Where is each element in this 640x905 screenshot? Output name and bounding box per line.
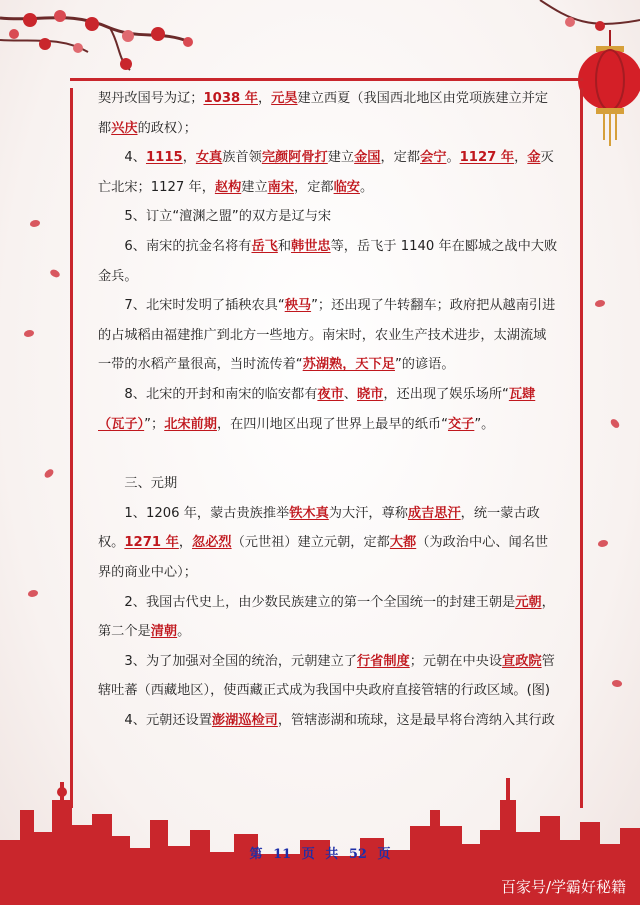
text-run: 灭亡北宋；1127 年， [98, 150, 554, 195]
text-run: ；元朝在中央设 [409, 653, 503, 669]
text-run: 管辖吐蕃（西藏地区），使西藏正式成为我国中央政府直接管辖的行政区域。(图) [98, 653, 555, 699]
text-run: ，定都 [380, 150, 421, 166]
text-run: ， [514, 150, 528, 166]
text-run: 4、 [124, 150, 146, 166]
key-term: 大都 [389, 535, 417, 551]
paragraph [98, 291, 558, 380]
key-term: 金国 [354, 150, 381, 166]
text-run: 建立西夏（我国西北地区由党项族建立并定都 [98, 91, 549, 136]
total-label: 共 [325, 847, 339, 862]
text-run: 5、订立“澶渊之盟”的双方是辽与宋 [124, 209, 332, 225]
text-run: 契丹改国号为辽； [98, 91, 204, 106]
page-label: 页 [301, 847, 315, 862]
text-run: ，第二个是 [98, 594, 555, 640]
key-term: 苏湖熟，天下足 [302, 357, 395, 373]
key-term: 1115 [145, 150, 183, 166]
section-gap [98, 439, 558, 469]
key-term: 宣政院 [502, 653, 542, 669]
text-run: 8、北宋的开封和南宋的临安都有 [124, 386, 318, 402]
text-run: ，管辖澎湖和琉球，这是最早将台湾纳入其行政 [277, 712, 555, 728]
key-term: 元昊 [271, 91, 298, 106]
page-label: 第 [249, 847, 263, 862]
key-term: 临安 [333, 179, 360, 195]
page-label: 页 [377, 847, 391, 862]
key-term: 北宋前期 [164, 416, 217, 432]
key-term: 夜市 [317, 386, 344, 402]
key-term: 金 [527, 150, 541, 166]
text-run: ”；还出现了牛转翻车；政府把从越南引进的占城稻由福建推广到北方一些地方。南宋时，农业生产技术进步，太湖流域一带的水稻产量很高，当时流传着“ [98, 298, 556, 373]
key-term: 完颜阿骨打 [261, 150, 328, 166]
key-term: 1038 年 [203, 91, 258, 106]
text-run: 建立 [327, 150, 355, 166]
paragraph [98, 143, 558, 202]
key-term: 1271 年 [124, 535, 179, 551]
frame-right-border [580, 88, 583, 808]
text-run: ”。 [474, 416, 495, 432]
paragraph [98, 588, 558, 647]
key-term: 行省制度 [356, 653, 410, 669]
text-run: 6、南宋的抗金名将有 [124, 238, 252, 254]
text-run: ，统一蒙古政权。 [98, 505, 540, 551]
paragraph [98, 647, 558, 706]
key-term: 秧马 [284, 298, 312, 314]
key-term: 南宋 [267, 179, 295, 195]
text-run: 1、1206 年，蒙古贵族推举 [124, 505, 290, 521]
total-pages: 52 [348, 847, 367, 862]
key-term: 瓦肆（瓦子） [98, 386, 536, 432]
text-run: 。 [177, 624, 191, 640]
text-run: 建立 [241, 179, 268, 195]
text-run: 族首领 [222, 150, 262, 166]
text-run: ， [182, 150, 196, 166]
text-run: ，还出现了娱乐场所“ [383, 386, 509, 402]
key-term: 岳飞 [251, 238, 278, 254]
text-run: 为大汗，尊称 [328, 505, 408, 521]
watermark: 百家号/学霸好秘籍 [500, 878, 626, 896]
text-run: 、 [343, 386, 357, 402]
key-term: 晓市 [356, 386, 384, 402]
text-run: 。 [359, 179, 374, 195]
key-term: 兴庆 [111, 120, 138, 136]
key-term: 铁木真 [289, 505, 329, 521]
current-page: 11 [273, 847, 292, 862]
text-run: ，在四川地区出现了世界上最早的纸币“ [216, 416, 448, 432]
text-run: ，定都 [294, 179, 334, 195]
text-run: 和 [277, 238, 292, 254]
key-term: 会宁 [420, 150, 447, 166]
text-run: ， [257, 91, 272, 106]
text-run: （元世祖）建立元朝，定都 [231, 535, 390, 551]
text-run: 3、为了加强对全国的统治，元朝建立了 [124, 653, 357, 669]
frame-top-border [70, 78, 583, 81]
text-run: 2、我国古代史上，由少数民族建立的第一个全国统一的封建王朝是 [124, 594, 516, 610]
paragraph [98, 84, 558, 143]
text-run: 三、元期 [124, 476, 178, 492]
text-run: 。 [446, 150, 460, 166]
paragraph [98, 232, 558, 291]
text-run: 的政权）； [137, 120, 197, 136]
paragraph [98, 469, 558, 499]
key-term: 韩世忠 [291, 238, 331, 254]
plum-blossom-branch-decoration [0, 0, 240, 90]
key-term: 忽必烈 [192, 535, 232, 551]
page-number [0, 843, 640, 862]
key-term: 1127 年 [459, 150, 515, 166]
key-term: 成吉思汗 [407, 505, 461, 521]
key-term: 清朝 [150, 624, 178, 640]
paragraph [98, 706, 558, 736]
text-run: 等，岳飞于 1140 年在郾城之战中大败金兵。 [98, 238, 558, 284]
text-run: ”的谚语。 [394, 357, 455, 373]
text-run: （为政治中心、闻名世界的商业中心）； [98, 535, 549, 580]
frame-left-border [70, 88, 73, 808]
document-body [98, 84, 558, 735]
key-term: 交子 [447, 416, 475, 432]
text-run: 7、北宋时发明了插秧农具“ [124, 298, 285, 314]
paragraph [98, 202, 558, 232]
key-term: 赵构 [214, 179, 242, 195]
text-run: ”； [144, 416, 165, 432]
key-term: 元朝 [515, 594, 542, 610]
key-term: 澎湖巡检司 [211, 712, 278, 728]
key-term: 女真 [195, 150, 223, 166]
text-run: 4、元朝还设置 [124, 712, 212, 728]
paragraph [98, 380, 558, 439]
text-run: ， [178, 535, 193, 551]
paragraph [98, 499, 558, 588]
